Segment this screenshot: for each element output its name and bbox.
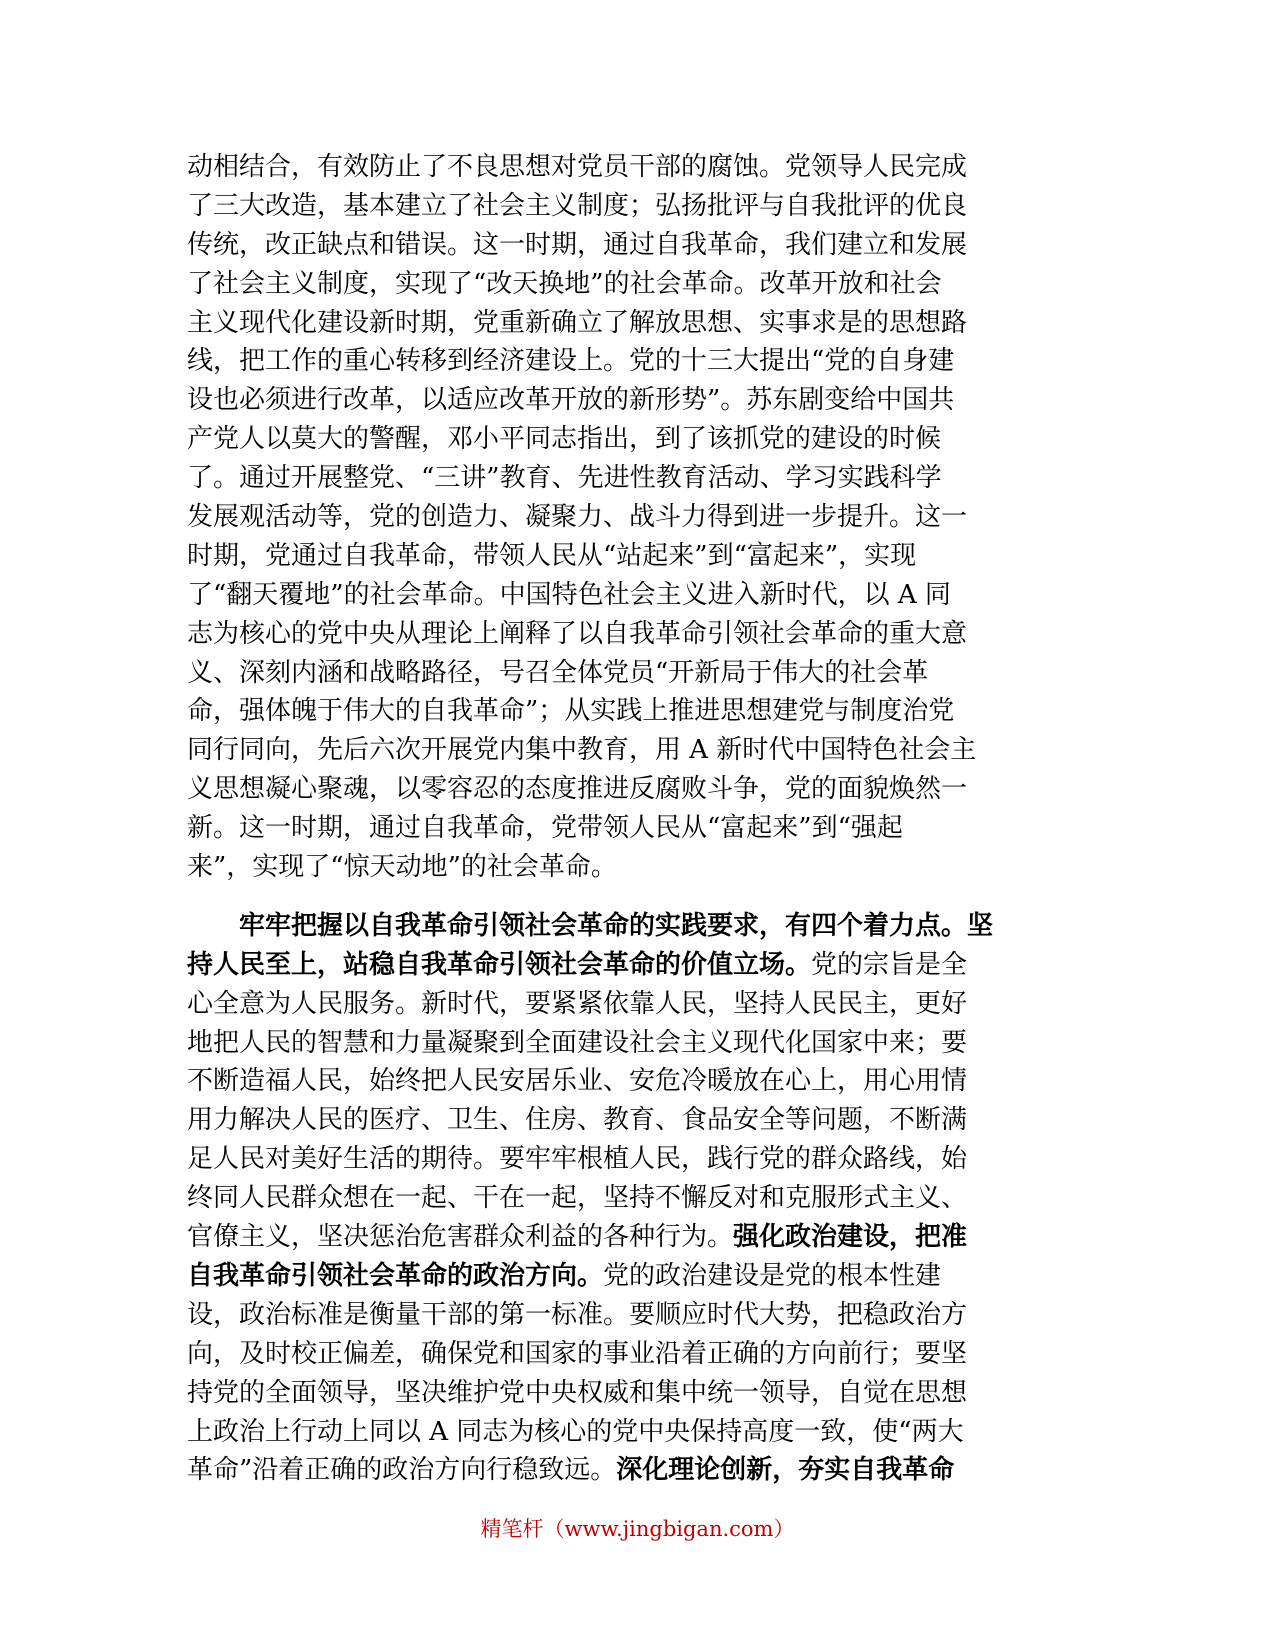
text-line: 志为核心的党中央从理论上阐释了以自我革命引领社会革命的重大意 (187, 618, 968, 649)
bold-heading: 自我革命引领社会革命的政治方向。 (187, 1260, 604, 1291)
bold-heading: 持人民至上，站稳自我革命引领社会革命的价值立场。 (187, 949, 812, 980)
paragraph (187, 148, 1067, 887)
text-line: 了社会主义制度，实现了“改天换地”的社会革命。改革开放和社会 (187, 268, 942, 299)
text-line: 了三大改造，基本建立了社会主义制度；弘扬批评与自我批评的优良 (187, 190, 968, 221)
bold-heading: 强化政治建设，把准 (733, 1222, 968, 1253)
text-line: 地把人民的智慧和力量凝聚到全面建设社会主义现代化国家中来；要 (187, 1027, 968, 1058)
text-line: 上政治上行动上同以 A 同志为核心的党中央保持高度一致，使“两大 (187, 1416, 964, 1447)
text-line (187, 1451, 1067, 1490)
text-line (187, 1257, 1067, 1296)
text-line: 来”，实现了“惊天动地”的社会革命。 (187, 852, 617, 883)
text-line: 足人民对美好生活的期待。要牢牢根植人民，践行党的群众路线，始 (187, 1144, 968, 1175)
paragraph-gap (187, 887, 1067, 907)
text-line: 动相结合，有效防止了不良思想对党员干部的腐蚀。党领导人民完成 (187, 152, 968, 182)
text-line: 新。这一时期，通过自我革命，党带领人民从“富起来”到“强起 (187, 813, 903, 844)
text-line (187, 907, 1067, 946)
text-line: 心全意为人民服务。新时代，要紧紧依靠人民，坚持人民民主，更好 (187, 988, 968, 1019)
bold-heading: 牢牢把握以自我革命引领社会革命的实践要求，有四个着力点。坚 (239, 910, 994, 941)
text-run: 官僚主义，坚决惩治危害群众利益的各种行为。 (187, 1222, 734, 1253)
text-line: 产党人以莫大的警醒，邓小平同志指出，到了该抓党的建设的时候 (187, 424, 942, 455)
text-run: 党的政治建设是党的根本性建 (603, 1260, 942, 1291)
text-run: 党的宗旨是全 (811, 949, 968, 980)
text-line: 了。通过开展整党、“三讲”教育、先进性教育活动、学习实践科学 (187, 463, 942, 494)
body-text (187, 148, 1067, 1490)
text-line: 用力解决人民的医疗、卫生、住房、教育、食品安全等问题，不断满 (187, 1105, 968, 1136)
paragraph (187, 907, 1067, 1490)
text-line: 设也必须进行改革，以适应改革开放的新形势”。苏东剧变给中国共 (187, 385, 955, 416)
text-line: 线，把工作的重心转移到经济建设上。党的十三大提出“党的自身建 (187, 346, 955, 377)
text-line: 持党的全面领导，坚决维护党中央权威和集中统一领导，自觉在思想 (187, 1377, 968, 1408)
text-line: 不断造福人民，始终把人民安居乐业、安危冷暖放在心上，用心用情 (187, 1066, 968, 1097)
text-line: 同行同向，先后六次开展党内集中教育，用 A 新时代中国特色社会主 (187, 735, 977, 766)
text-line: 义思想凝心聚魂，以零容忍的态度推进反腐败斗争，党的面貌焕然一 (187, 774, 968, 805)
text-run: 革命”沿着正确的政治方向行稳致远。 (187, 1455, 617, 1486)
text-line: 设，政治标准是衡量干部的第一标准。要顺应时代大势，把稳政治方 (187, 1299, 968, 1330)
text-line (187, 946, 1067, 985)
text-line: 时期，党通过自我革命，带领人民从“站起来”到“富起来”，实现 (187, 540, 917, 571)
text-line: 向，及时校正偏差，确保党和国家的事业沿着正确的方向前行；要坚 (187, 1338, 968, 1369)
bold-heading: 深化理论创新，夯实自我革命 (616, 1455, 955, 1486)
footer-watermark: 精笔杆（www.jingbigan.com） (480, 1517, 795, 1541)
text-line: 了“翻天覆地”的社会革命。中国特色社会主义进入新时代，以 A 同 (187, 579, 951, 610)
text-line: 传统，改正缺点和错误。这一时期，通过自我革命，我们建立和发展 (187, 229, 968, 260)
text-line: 主义现代化建设新时期，党重新确立了解放思想、实事求是的思想路 (187, 307, 968, 338)
text-line: 义、深刻内涵和战略路径，号召全体党员“开新局于伟大的社会革 (187, 657, 929, 688)
text-line: 命，强体魄于伟大的自我革命”；从实践上推进思想建党与制度治党 (187, 696, 955, 727)
text-line (187, 1218, 1067, 1257)
text-line: 发展观活动等，党的创造力、凝聚力、战斗力得到进一步提升。这一 (187, 502, 968, 533)
text-line: 终同人民群众想在一起、干在一起，坚持不懈反对和克服形式主义、 (187, 1183, 968, 1214)
